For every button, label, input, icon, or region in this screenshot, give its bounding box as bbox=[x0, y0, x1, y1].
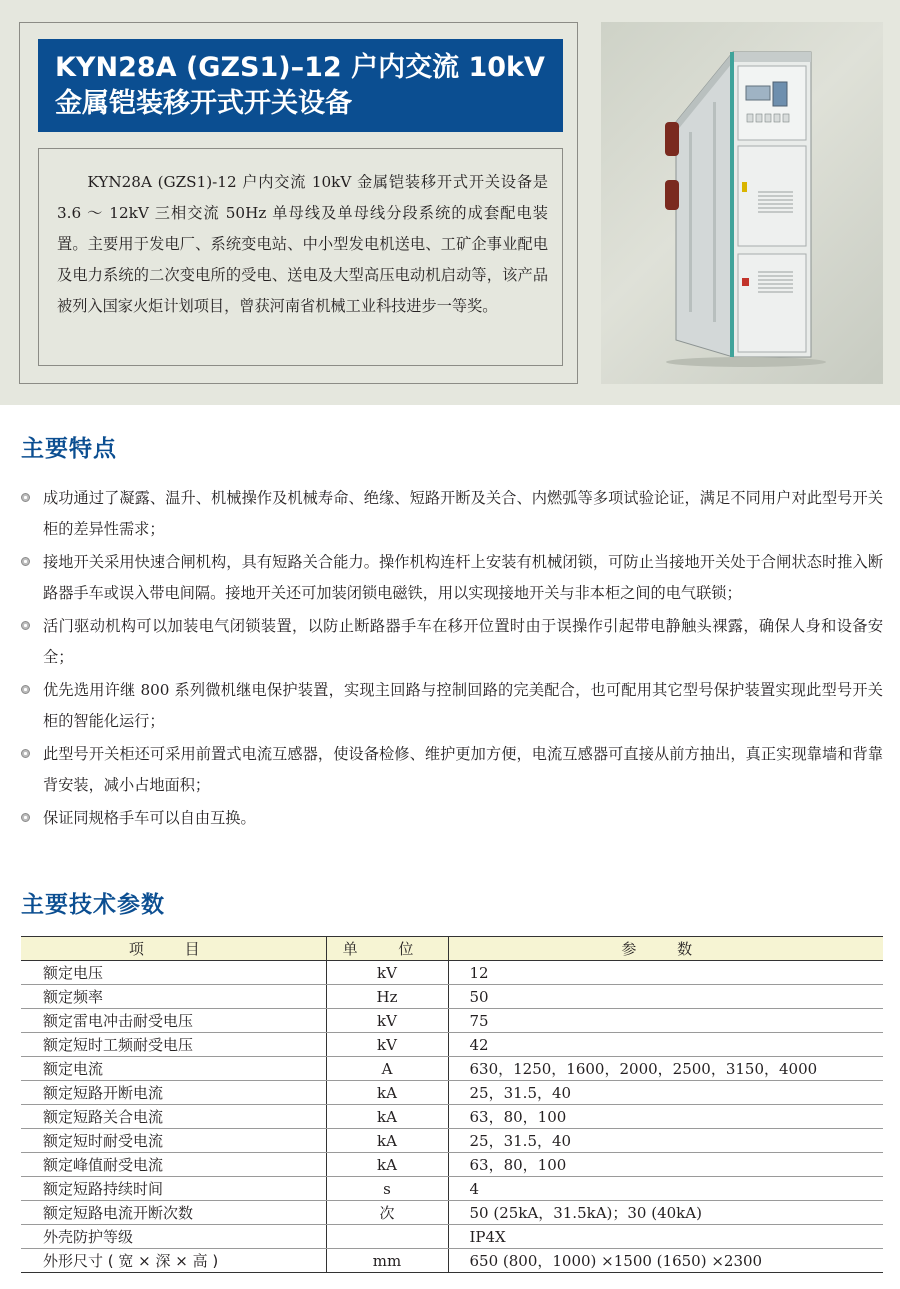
bullet-icon bbox=[21, 813, 30, 822]
bullet-icon bbox=[21, 621, 30, 630]
table-row: 额定短路电流开断次数 次 50 (25kA，31.5kA)；30 (40kA) bbox=[21, 1201, 883, 1225]
product-title-line2: 金属铠装移开式开关设备 bbox=[55, 88, 352, 119]
table-row: 额定短路持续时间 s 4 bbox=[21, 1177, 883, 1201]
bullet-icon bbox=[21, 493, 30, 502]
header-value: 参 数 bbox=[448, 937, 883, 961]
table-row: 额定电流 A 630，1250，1600，2000，2500，3150，4000 bbox=[21, 1057, 883, 1081]
product-title bbox=[38, 39, 563, 132]
table-row: 额定短时工频耐受电压 kV 42 bbox=[21, 1033, 883, 1057]
list-item: 成功通过了凝露、温升、机械操作及机械寿命、绝缘、短路开断及关合、内燃弧等多项试验论证，满足不同用户对此型号开关柜的差异性需求； bbox=[21, 483, 883, 545]
switchgear-product-image bbox=[601, 22, 883, 384]
features-heading: 主要特点 bbox=[21, 436, 117, 462]
table-header-row bbox=[21, 937, 883, 961]
params-table bbox=[21, 936, 883, 1273]
header-unit: 单 位 bbox=[326, 937, 448, 961]
table-row: 额定峰值耐受电流 kA 63，80，100 bbox=[21, 1153, 883, 1177]
table-row: 额定电压 kV 12 bbox=[21, 961, 883, 985]
product-title-line1: KYN28A (GZS1)–12 户内交流 10kV bbox=[55, 52, 545, 83]
list-item: 保证同规格手车可以自由互换。 bbox=[21, 803, 883, 834]
bullet-icon bbox=[21, 557, 30, 566]
switchgear-illustration bbox=[601, 22, 883, 384]
list-item: 活门驱动机构可以加装电气闭锁装置，以防止断路器手车在移开位置时由于误操作引起带电静触头裸露，确保人身和设备安全； bbox=[21, 611, 883, 673]
table-row: 额定雷电冲击耐受电压 kV 75 bbox=[21, 1009, 883, 1033]
table-row: 额定短时耐受电流 kA 25，31.5，40 bbox=[21, 1129, 883, 1153]
table-row: 额定短路关合电流 kA 63，80，100 bbox=[21, 1105, 883, 1129]
bullet-icon bbox=[21, 685, 30, 694]
table-row: 额定短路开断电流 kA 25，31.5，40 bbox=[21, 1081, 883, 1105]
table-row: 外形尺寸 ( 宽 × 深 × 高 ) mm 650 (800，1000) ×1500 (1650) ×2300 bbox=[21, 1249, 883, 1273]
table-row: 外壳防护等级 IP4X bbox=[21, 1225, 883, 1249]
features-list bbox=[21, 483, 883, 836]
list-item: 优先选用许继 800 系列微机继电保护装置，实现主回路与控制回路的完美配合，也可配用其它型号保护装置实现此型号开关柜的智能化运行； bbox=[21, 675, 883, 737]
product-description: KYN28A (GZS1)-12 户内交流 10kV 金属铠装移开式开关设备是 3.6 ～ 12kV 三相交流 50Hz 单母线及单母线分段系统的成套配电装置。主要用于发电厂、系统变电站、中小型发电机送电、工矿企事业配电及电力系统的二次变电所的受电、送电及大型高压电动机启动等，该产品被列入国家火炬计划项目，曾获河南省机械工业科技进步一等奖。 bbox=[38, 148, 563, 366]
list-item: 此型号开关柜还可采用前置式电流互感器，使设备检修、维护更加方便，电流互感器可直接从前方抽出，真正实现靠墙和背靠背安装，减小占地面积； bbox=[21, 739, 883, 801]
params-heading: 主要技术参数 bbox=[21, 892, 165, 918]
bullet-icon bbox=[21, 749, 30, 758]
table-row: 额定频率 Hz 50 bbox=[21, 985, 883, 1009]
header-item: 项 目 bbox=[21, 937, 326, 961]
list-item: 接地开关采用快速合闸机构，具有短路关合能力。操作机构连杆上安装有机械闭锁，可防止当接地开关处于合闸状态时推入断路器手车或误入带电间隔。接地开关还可加装闭锁电磁铁，用以实现接地开关与非本柜之间的电气联锁； bbox=[21, 547, 883, 609]
